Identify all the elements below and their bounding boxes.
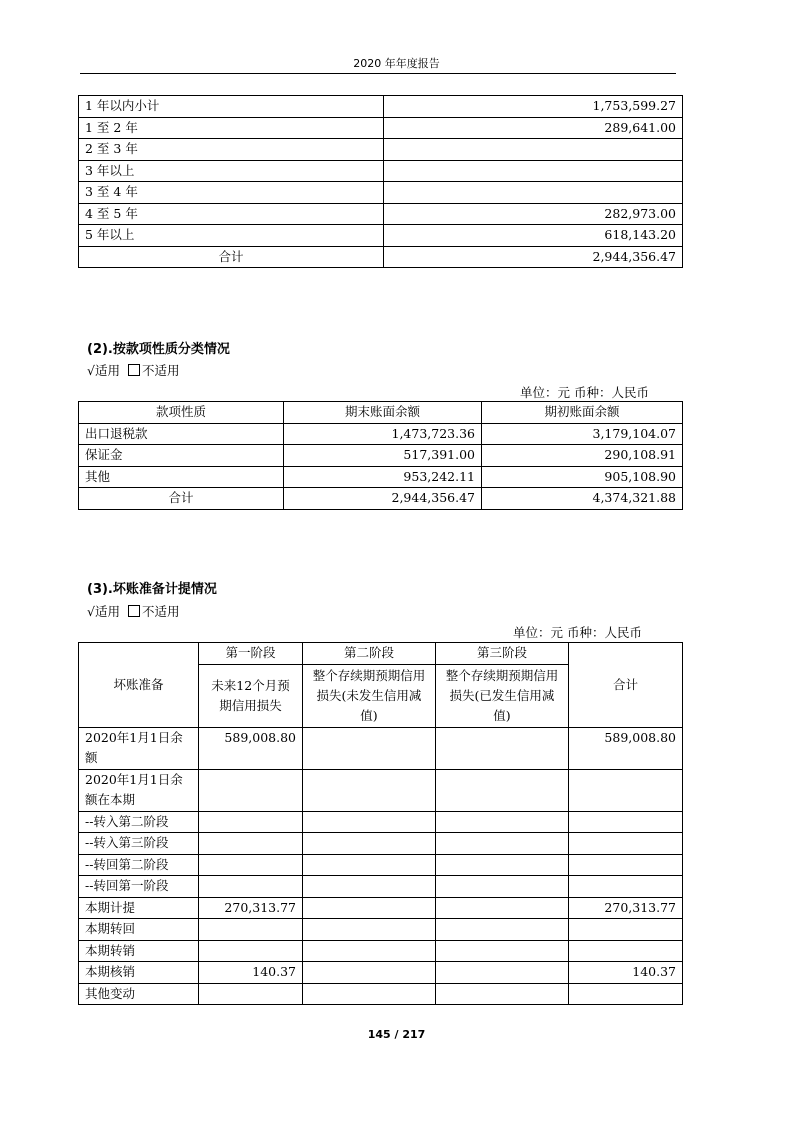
total-value bbox=[569, 811, 683, 833]
table-row bbox=[79, 445, 683, 467]
table-row bbox=[79, 466, 683, 488]
section2-title: (2).按款项性质分类情况 bbox=[87, 342, 230, 357]
checkbox-empty-icon bbox=[128, 364, 140, 376]
stage3-value bbox=[436, 833, 569, 855]
row-label: --转入第二阶段 bbox=[79, 811, 199, 833]
stage3-value bbox=[436, 940, 569, 962]
row-label: 3 至 4 年 bbox=[79, 182, 384, 204]
stage2-value bbox=[303, 983, 436, 1005]
ending-balance: 1,473,723.36 bbox=[284, 423, 482, 445]
total-label: 合计 bbox=[79, 488, 284, 510]
row-label: 2 至 3 年 bbox=[79, 139, 384, 161]
table-row bbox=[79, 876, 683, 898]
stage2-value bbox=[303, 854, 436, 876]
stage1-value bbox=[199, 811, 303, 833]
header-rule bbox=[80, 73, 676, 74]
row-label: 出口退税款 bbox=[79, 423, 284, 445]
ending-balance: 953,242.11 bbox=[284, 466, 482, 488]
stage1-value bbox=[199, 854, 303, 876]
table-row bbox=[79, 983, 683, 1005]
table-row bbox=[79, 117, 683, 139]
stage1-value bbox=[199, 876, 303, 898]
total-value bbox=[569, 854, 683, 876]
row-label: 本期转回 bbox=[79, 919, 199, 941]
row-value: 618,143.20 bbox=[384, 225, 683, 247]
stage2-value bbox=[303, 727, 436, 769]
row-label: 5 年以上 bbox=[79, 225, 384, 247]
total-value: 140.37 bbox=[569, 962, 683, 984]
row-label: 4 至 5 年 bbox=[79, 203, 384, 225]
total-value: 589,008.80 bbox=[569, 727, 683, 769]
row-value bbox=[384, 160, 683, 182]
total-value bbox=[569, 876, 683, 898]
stage1-value bbox=[199, 983, 303, 1005]
section2-applicability bbox=[87, 361, 180, 379]
check-icon: √ bbox=[87, 604, 95, 619]
row-label: 1 年以内小计 bbox=[79, 96, 384, 118]
section3-title: (3).坏账准备计提情况 bbox=[87, 582, 217, 597]
total-value bbox=[569, 769, 683, 811]
header-cell: 第一阶段 bbox=[199, 643, 303, 665]
header-cell: 期末账面余额 bbox=[284, 402, 482, 424]
table-row bbox=[79, 897, 683, 919]
stage1-value bbox=[199, 919, 303, 941]
stage3-value bbox=[436, 983, 569, 1005]
table-row bbox=[79, 940, 683, 962]
header-cell: 整个存续期预期信用损失(未发生信用减值) bbox=[303, 664, 436, 727]
section3-applicability bbox=[87, 602, 180, 620]
row-value: 1,753,599.27 bbox=[384, 96, 683, 118]
stage2-value bbox=[303, 897, 436, 919]
stage2-value bbox=[303, 769, 436, 811]
nature-table bbox=[78, 401, 683, 510]
total-value bbox=[569, 983, 683, 1005]
row-label: 1 至 2 年 bbox=[79, 117, 384, 139]
total-value: 270,313.77 bbox=[569, 897, 683, 919]
stage3-value bbox=[436, 919, 569, 941]
row-label: 其他 bbox=[79, 466, 284, 488]
row-value bbox=[384, 139, 683, 161]
stage1-value: 589,008.80 bbox=[199, 727, 303, 769]
table-row bbox=[79, 139, 683, 161]
allowance-header-row1 bbox=[79, 643, 683, 665]
stage1-value bbox=[199, 769, 303, 811]
table-row bbox=[79, 962, 683, 984]
stage2-value bbox=[303, 811, 436, 833]
stage3-value bbox=[436, 897, 569, 919]
row-label: 本期转销 bbox=[79, 940, 199, 962]
row-label: 其他变动 bbox=[79, 983, 199, 1005]
header-cell: 未来12个月预期信用损失 bbox=[199, 664, 303, 727]
header-cell: 坏账准备 bbox=[79, 643, 199, 728]
table-row bbox=[79, 203, 683, 225]
total-row bbox=[79, 488, 683, 510]
row-label: --转回第二阶段 bbox=[79, 854, 199, 876]
header-cell: 期初账面余额 bbox=[482, 402, 683, 424]
stage2-value bbox=[303, 876, 436, 898]
row-label: --转回第一阶段 bbox=[79, 876, 199, 898]
row-label: --转入第三阶段 bbox=[79, 833, 199, 855]
stage2-value bbox=[303, 962, 436, 984]
header-cell: 第三阶段 bbox=[436, 643, 569, 665]
table-row bbox=[79, 854, 683, 876]
stage3-value bbox=[436, 727, 569, 769]
row-value: 282,973.00 bbox=[384, 203, 683, 225]
applicable-label: 适用 bbox=[94, 604, 120, 619]
table-row bbox=[79, 919, 683, 941]
section2-unit: 单位：元 币种：人民币 bbox=[520, 385, 649, 400]
applicable-label: 适用 bbox=[94, 363, 120, 378]
row-label: 本期计提 bbox=[79, 897, 199, 919]
header-cell: 第二阶段 bbox=[303, 643, 436, 665]
page-number: 145 / 217 bbox=[367, 1028, 426, 1041]
total-ending-balance: 2,944,356.47 bbox=[284, 488, 482, 510]
table-row bbox=[79, 423, 683, 445]
table-row bbox=[79, 727, 683, 769]
total-value bbox=[569, 940, 683, 962]
row-label: 3 年以上 bbox=[79, 160, 384, 182]
stage3-value bbox=[436, 876, 569, 898]
header-cell: 款项性质 bbox=[79, 402, 284, 424]
stage2-value bbox=[303, 833, 436, 855]
page-header: 2020 年年度报告 bbox=[353, 57, 440, 70]
table-row bbox=[79, 811, 683, 833]
total-value bbox=[569, 833, 683, 855]
checkbox-empty-icon bbox=[128, 605, 140, 617]
stage3-value bbox=[436, 811, 569, 833]
stage2-value bbox=[303, 919, 436, 941]
total-row bbox=[79, 246, 683, 268]
allowance-table bbox=[78, 642, 683, 1005]
total-beginning-balance: 4,374,321.88 bbox=[482, 488, 683, 510]
table-row bbox=[79, 96, 683, 118]
row-value: 289,641.00 bbox=[384, 117, 683, 139]
stage1-value: 140.37 bbox=[199, 962, 303, 984]
total-value bbox=[569, 919, 683, 941]
ending-balance: 517,391.00 bbox=[284, 445, 482, 467]
table-row bbox=[79, 225, 683, 247]
section3-unit: 单位：元 币种：人民币 bbox=[513, 625, 642, 640]
stage3-value bbox=[436, 962, 569, 984]
row-label: 2020年1月1日余额在本期 bbox=[79, 769, 199, 811]
beginning-balance: 290,108.91 bbox=[482, 445, 683, 467]
row-label: 2020年1月1日余额 bbox=[79, 727, 199, 769]
stage1-value bbox=[199, 940, 303, 962]
stage3-value bbox=[436, 769, 569, 811]
row-label: 保证金 bbox=[79, 445, 284, 467]
nature-table-header bbox=[79, 402, 683, 424]
not-applicable-label: 不适用 bbox=[141, 604, 180, 619]
total-value: 2,944,356.47 bbox=[384, 246, 683, 268]
header-cell: 整个存续期预期信用损失(已发生信用减值) bbox=[436, 664, 569, 727]
stage1-value: 270,313.77 bbox=[199, 897, 303, 919]
table-row bbox=[79, 160, 683, 182]
beginning-balance: 905,108.90 bbox=[482, 466, 683, 488]
total-label: 合计 bbox=[79, 246, 384, 268]
row-label: 本期核销 bbox=[79, 962, 199, 984]
check-icon: √ bbox=[87, 363, 95, 378]
stage3-value bbox=[436, 854, 569, 876]
header-cell: 合计 bbox=[569, 643, 683, 728]
stage2-value bbox=[303, 940, 436, 962]
row-value bbox=[384, 182, 683, 204]
not-applicable-label: 不适用 bbox=[141, 363, 180, 378]
aging-table bbox=[78, 95, 683, 268]
table-row bbox=[79, 833, 683, 855]
beginning-balance: 3,179,104.07 bbox=[482, 423, 683, 445]
stage1-value bbox=[199, 833, 303, 855]
table-row bbox=[79, 182, 683, 204]
table-row bbox=[79, 769, 683, 811]
